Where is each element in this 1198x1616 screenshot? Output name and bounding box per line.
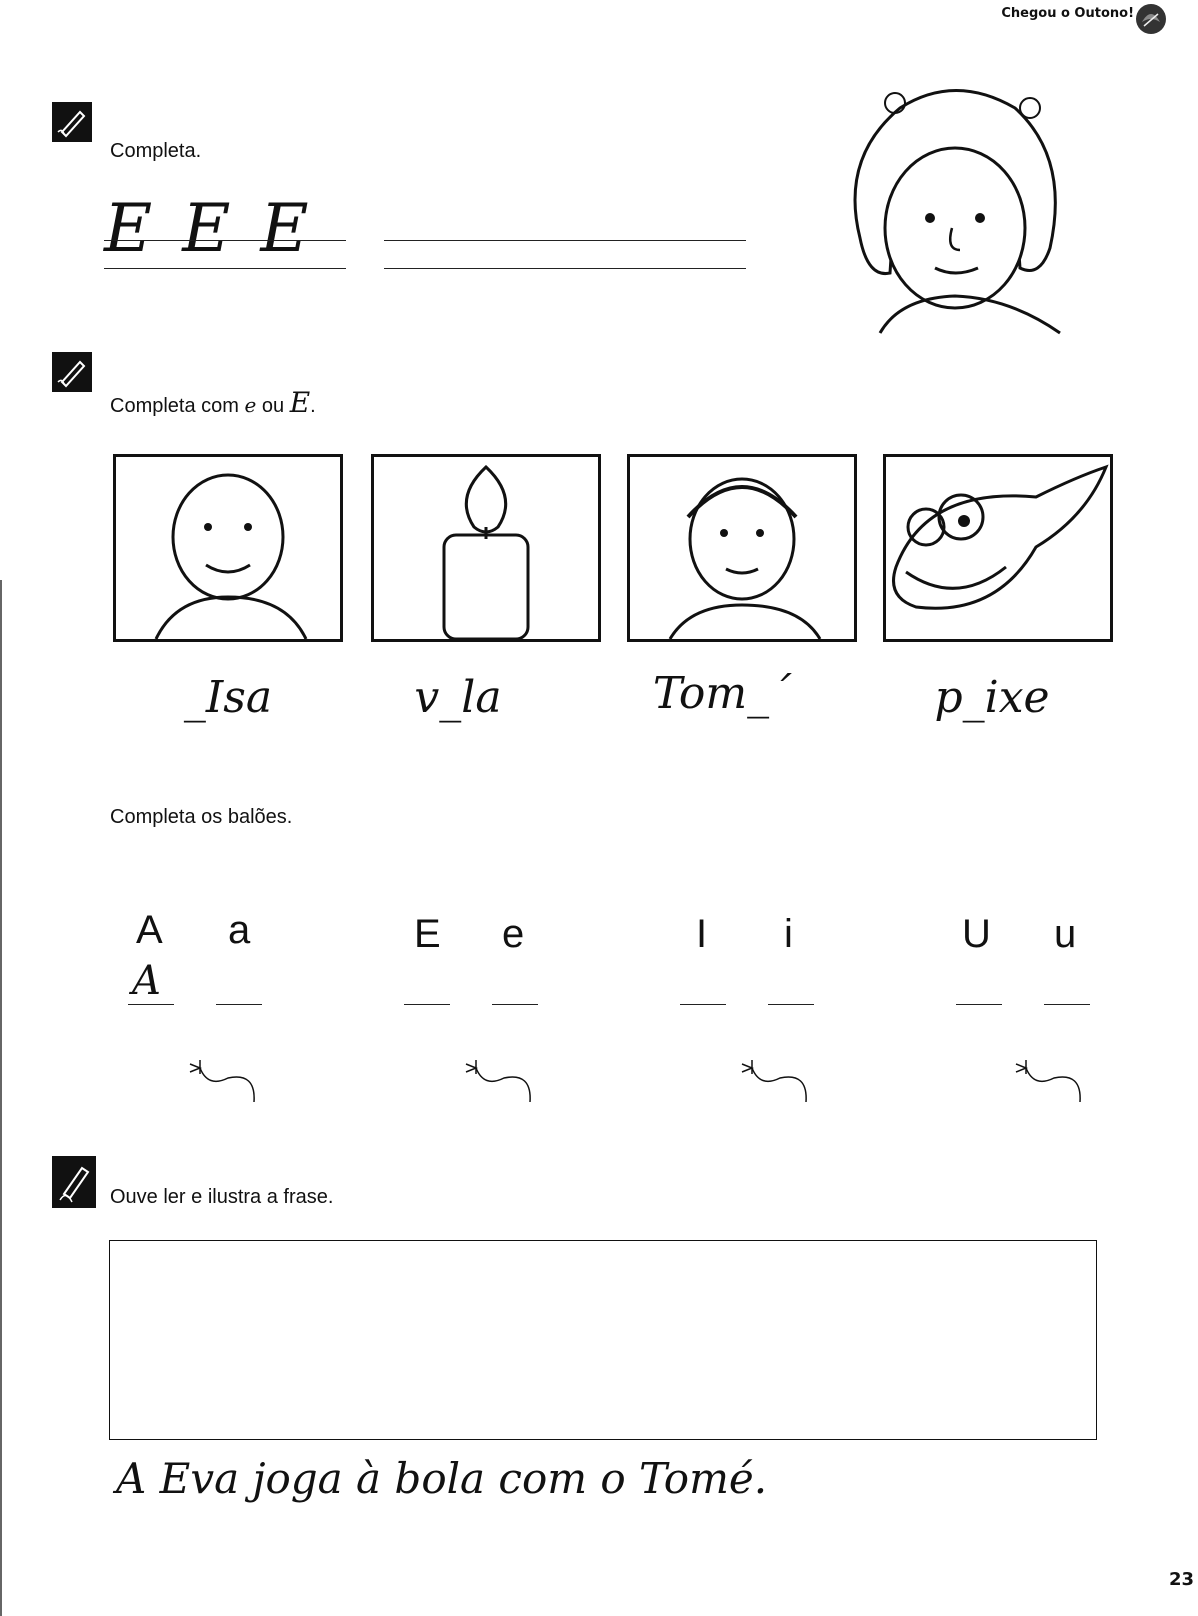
word-peixe[interactable]: p_ixe <box>934 672 1050 723</box>
exercise4-instruction: Ouve ler e ilustra a frase. <box>110 1186 334 1208</box>
instruction-text: ou <box>261 395 285 417</box>
word-tome[interactable]: Tom_´ <box>652 668 792 719</box>
answer-blank[interactable] <box>956 1004 1002 1005</box>
exercise3-instruction: Completa os balões. <box>110 806 293 828</box>
exercise2-instruction <box>110 386 316 419</box>
answer-blank[interactable] <box>128 1004 174 1005</box>
instruction-letter-upper: E <box>289 386 311 419</box>
picture-frame-fish <box>883 454 1113 642</box>
cursive-letters-model <box>104 190 339 267</box>
answer-blank[interactable] <box>492 1004 538 1005</box>
sentence-to-illustrate: A Eva joga à bola com o Tomé. <box>116 1454 768 1503</box>
answer-blank[interactable] <box>216 1004 262 1005</box>
instruction-letter-lower: e <box>244 393 257 417</box>
vowel-upper: A <box>136 908 163 952</box>
cursive-letter: E <box>260 190 339 267</box>
picture-frame-candle <box>371 454 601 642</box>
autumn-leaf-icon <box>1134 2 1168 36</box>
vowel-lower: u <box>1054 912 1077 956</box>
candle-illustration <box>374 457 598 639</box>
answer-blank[interactable] <box>680 1004 726 1005</box>
writing-line[interactable] <box>384 240 746 241</box>
vowel-lower: e <box>502 912 525 956</box>
page-number: 23 <box>1168 1569 1194 1590</box>
vowel-upper: U <box>962 912 991 956</box>
instruction-text: . <box>310 395 316 417</box>
vowel-upper: E <box>414 912 441 956</box>
balloon-string-icon <box>462 1052 538 1104</box>
vowel-lower: a <box>228 908 251 952</box>
drawing-area[interactable] <box>109 1240 1097 1440</box>
answer-blank[interactable] <box>768 1004 814 1005</box>
balloon-string-icon <box>186 1052 262 1104</box>
answer-blank[interactable] <box>404 1004 450 1005</box>
cursive-letter: E <box>104 190 183 267</box>
scan-edge-divider <box>0 580 2 1616</box>
exercise1-instruction: Completa. <box>110 140 202 162</box>
pencil-draw-icon <box>52 1156 96 1208</box>
writing-line <box>104 268 346 269</box>
writing-line[interactable] <box>384 268 746 269</box>
vowel-upper: I <box>696 912 708 956</box>
page-header-title: Chegou o Outono! <box>1001 6 1134 21</box>
balloon-string-icon <box>738 1052 814 1104</box>
pencil-write-icon <box>52 352 92 392</box>
picture-frame-girl <box>113 454 343 642</box>
fish-illustration <box>886 457 1110 639</box>
writing-line <box>104 240 346 241</box>
boy-illustration <box>630 457 854 639</box>
balloon-string-icon <box>1012 1052 1088 1104</box>
word-vela[interactable]: v_la <box>414 672 502 723</box>
cursive-letter: E <box>182 190 261 267</box>
pencil-write-icon <box>52 102 92 142</box>
vowel-lower: i <box>784 912 793 956</box>
answer-blank[interactable] <box>1044 1004 1090 1005</box>
girl-illustration <box>116 457 340 639</box>
word-isa[interactable]: _Isa <box>183 672 273 723</box>
cursive-vowel-model: A <box>132 958 161 1004</box>
girl-portrait-illustration <box>840 78 1070 336</box>
instruction-text: Completa com <box>110 395 239 417</box>
picture-frame-boy <box>627 454 857 642</box>
